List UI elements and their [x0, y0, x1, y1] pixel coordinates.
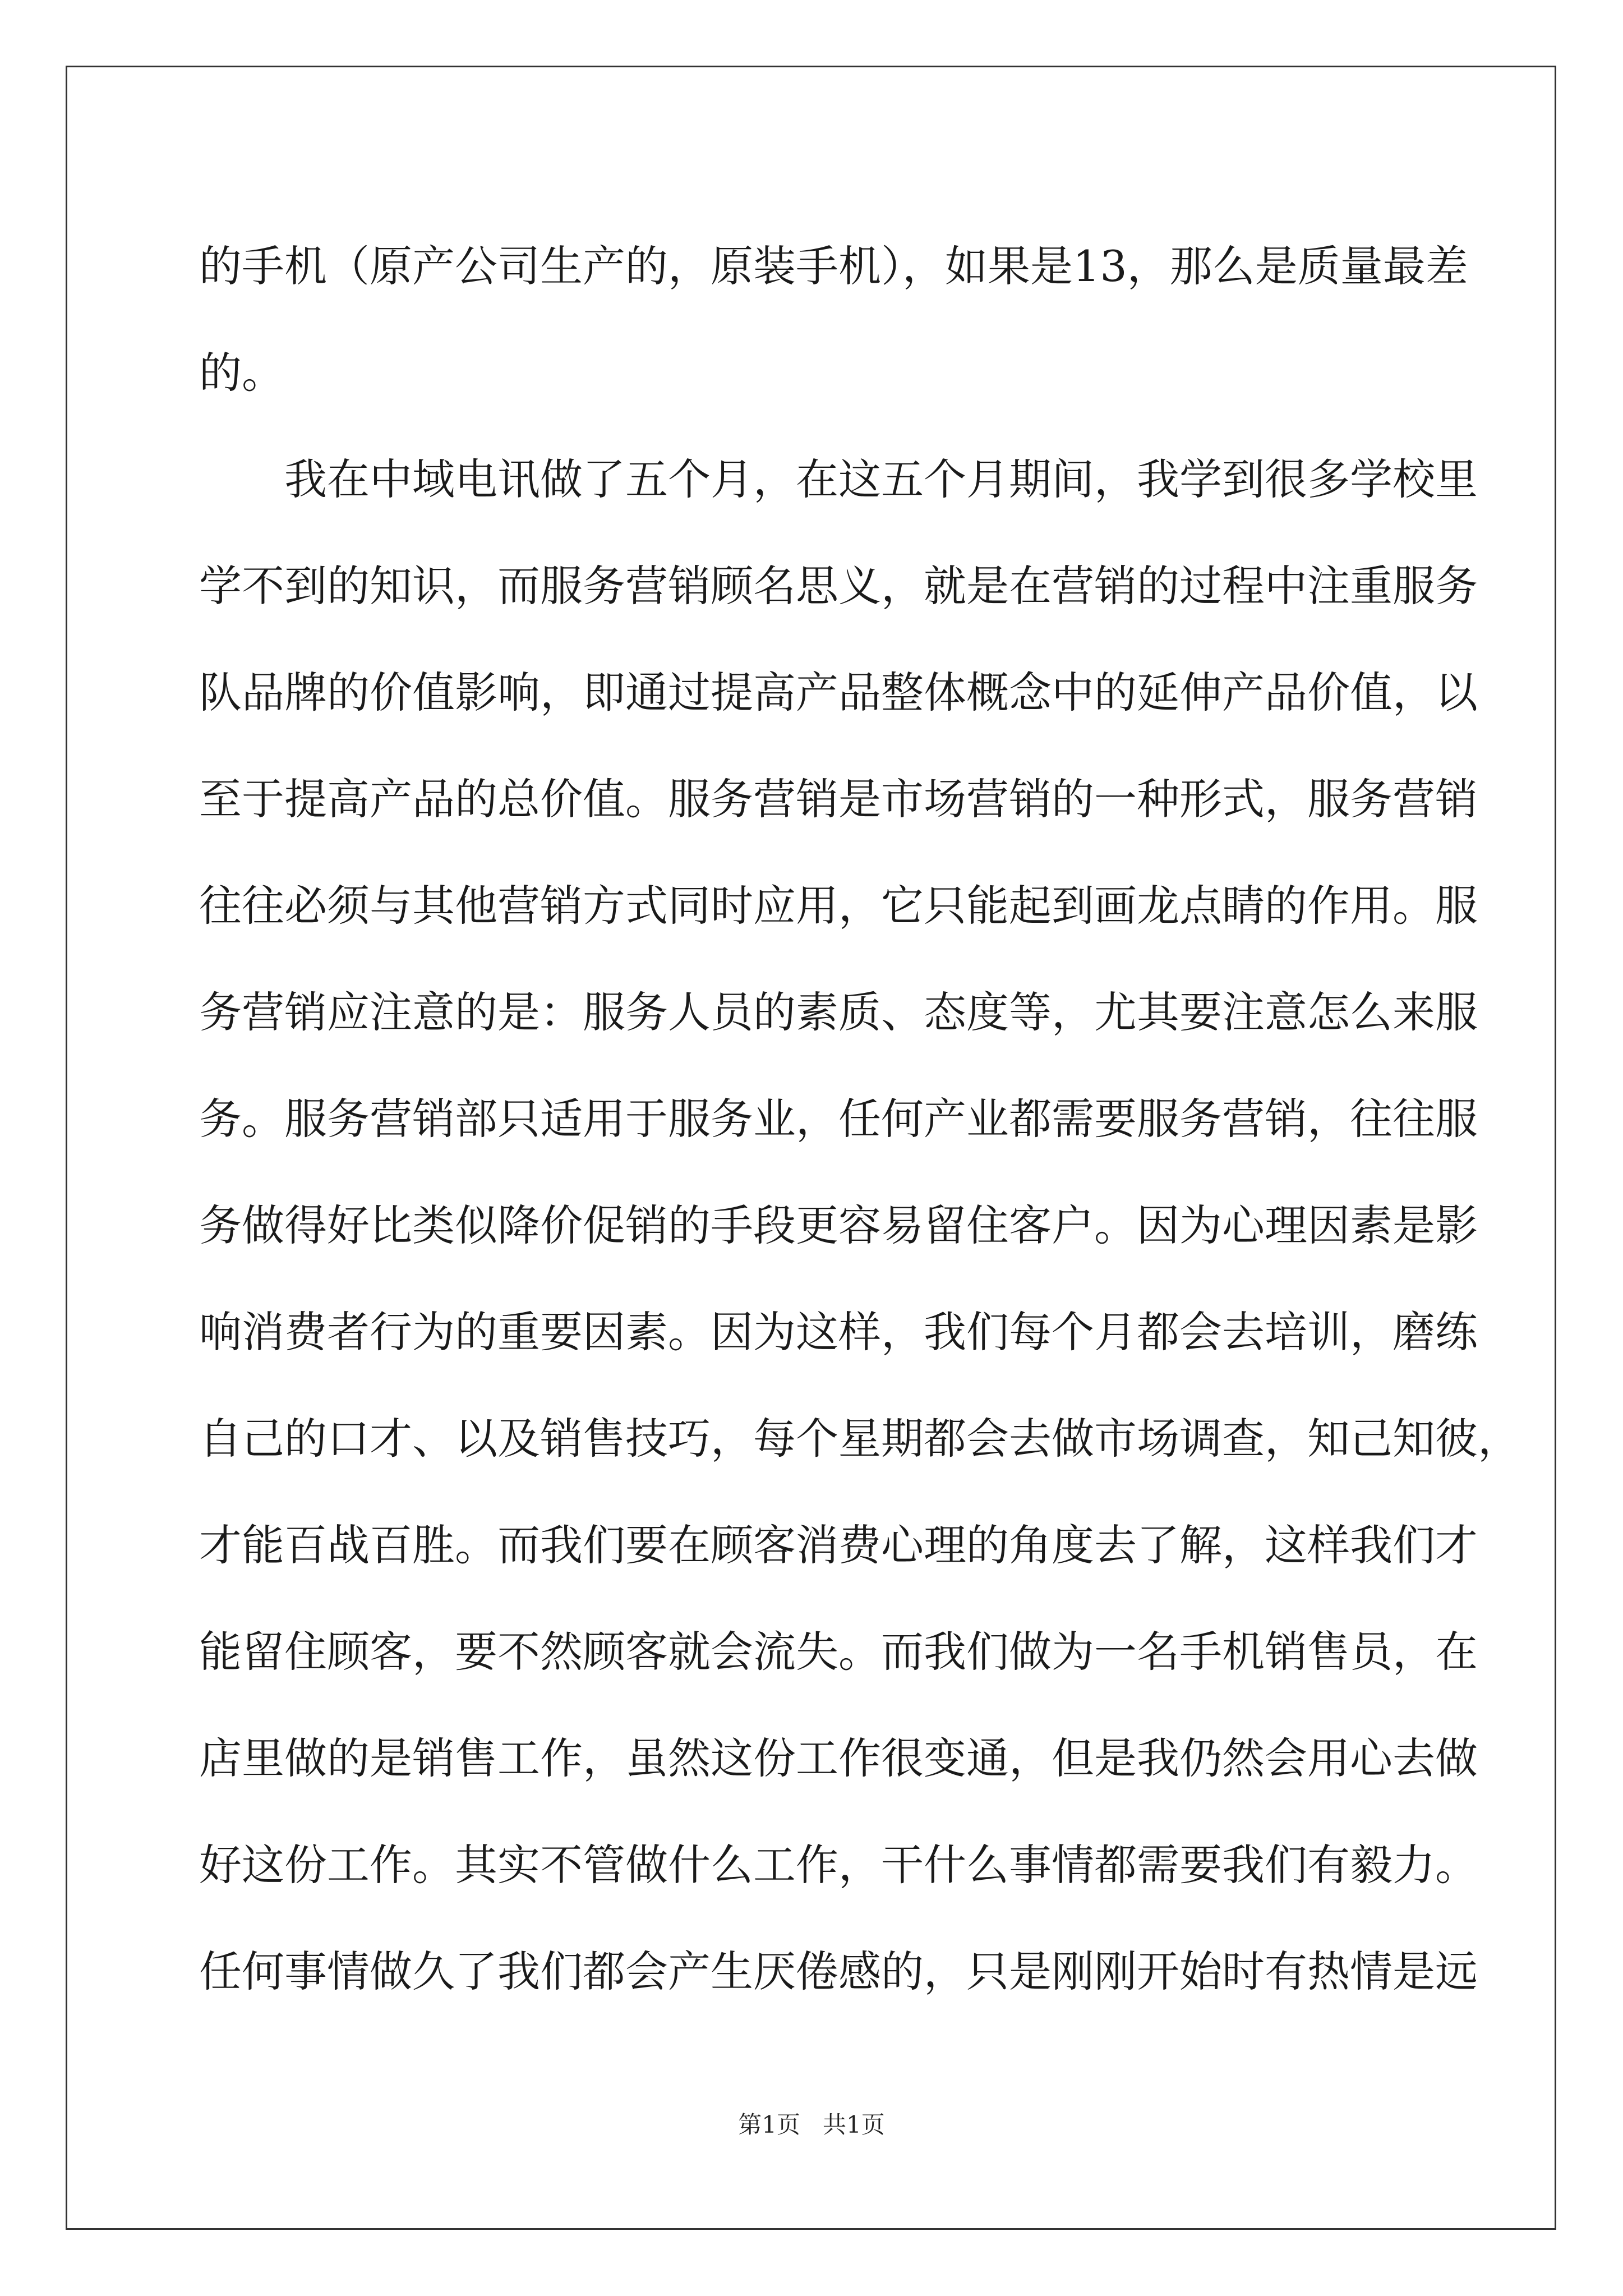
document-body — [199, 213, 1520, 2025]
text-line: 好这份工作。其实不管做什么工作，干什么事情都需要我们有毅力。 — [199, 1840, 1478, 1890]
page-total: 共1页 — [823, 2111, 885, 2138]
text-line: 的手机（原产公司生产的，原装手机），如果是13，那么是质量最差 — [199, 241, 1468, 291]
text-line: 务营销应注意的是：服务人员的素质、态度等，尤其要注意怎么来服 — [199, 987, 1478, 1037]
text-line: 至于提高产品的总价值。服务营销是市场营销的一种形式，服务营销 — [199, 774, 1478, 824]
text-line: 才能百战百胜。而我们要在顾客消费心理的角度去了解，这样我们才 — [199, 1520, 1478, 1570]
text-line: 务做得好比类似降价促销的手段更容易留住客户。因为心理因素是影 — [199, 1200, 1478, 1250]
text-line: 店里做的是销售工作，虽然这份工作很变通，但是我仍然会用心去做 — [199, 1733, 1478, 1783]
text-line: 队品牌的价值影响，即通过提高产品整体概念中的延伸产品价值，以 — [199, 668, 1478, 717]
paragraph-first-line: 我在中域电讯做了五个月，在这五个月期间，我学到很多学校里 — [284, 454, 1478, 504]
text-line: 往往必须与其他营销方式同时应用，它只能起到画龙点睛的作用。服 — [199, 881, 1478, 931]
text-line: 响消费者行为的重要因素。因为这样，我们每个月都会去培训，磨练 — [199, 1307, 1478, 1357]
text-line: 任何事情做久了我们都会产生厌倦感的，只是刚刚开始时有热情是远 — [199, 1947, 1478, 1996]
text-line: 学不到的知识，而服务营销顾名思义，就是在营销的过程中注重服务 — [199, 561, 1478, 611]
text-line: 能留住顾客，要不然顾客就会流失。而我们做为一名手机销售员，在 — [199, 1627, 1478, 1677]
page-footer — [0, 2106, 1623, 2140]
page-number: 第1页 — [738, 2111, 800, 2138]
text-line: 自己的口才、以及销售技巧，每个星期都会去做市场调查，知己知彼， — [199, 1414, 1520, 1464]
text-line: 的。 — [199, 348, 284, 398]
text-line: 务。服务营销部只适用于服务业，任何产业都需要服务营销，往往服 — [199, 1094, 1478, 1144]
